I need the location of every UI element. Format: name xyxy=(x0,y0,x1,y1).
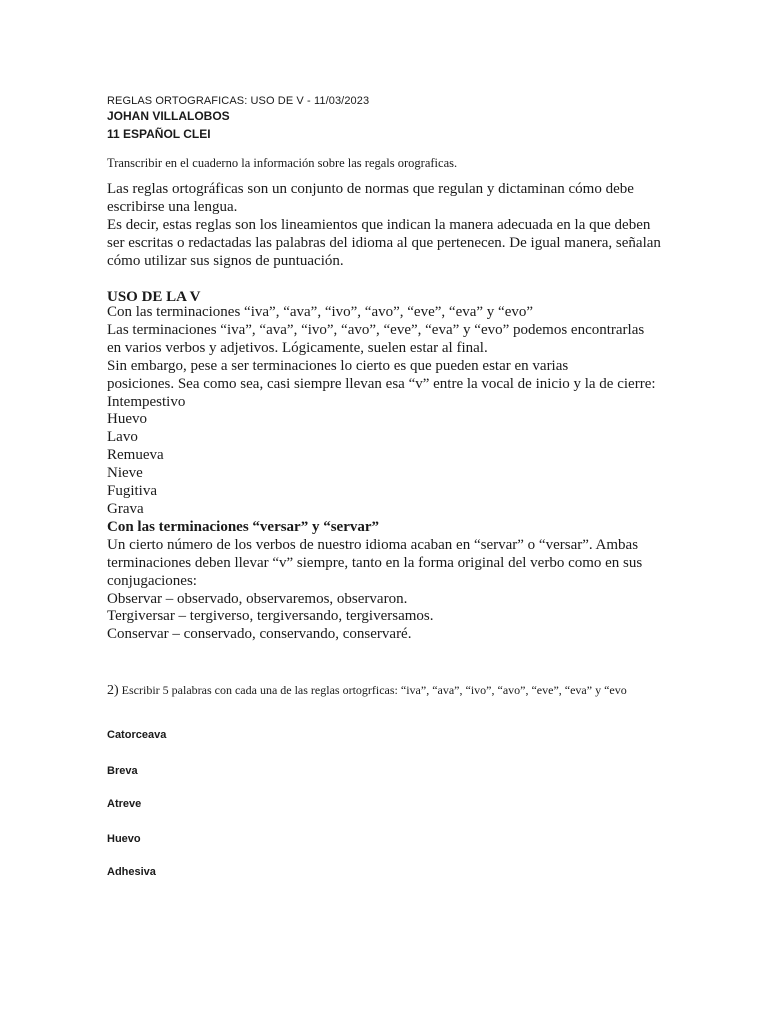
subsection-line: terminaciones deben llevar “v” siempre, tanto en la forma original del verbo como en sus xyxy=(107,554,643,571)
example-word: Nieve xyxy=(107,465,143,482)
task-instruction xyxy=(107,682,667,699)
instruction-text: Transcribir en el cuaderno la información sobre las regals orograficas. xyxy=(107,156,458,170)
section-line: Sin embargo, pese a ser terminaciones lo cierto es que pueden estar en varias xyxy=(107,357,569,374)
subsection-line: Tergiversar – tergiverso, tergiversando, tergiversamos. xyxy=(107,608,434,625)
section-line: en varios verbos y adjetivos. Lógicamente, suelen estar al final. xyxy=(107,339,488,356)
subsection-line: Conservar – conservado, conservando, conservaré. xyxy=(107,626,412,643)
course-label: 11 ESPAÑOL CLEI xyxy=(107,127,211,141)
section-line: Con las terminaciones “iva”, “ava”, “ivo”, “avo”, “eve”, “eva” y “evo” xyxy=(107,304,534,320)
section-body xyxy=(107,304,656,644)
answer-word: Catorceava xyxy=(107,729,167,741)
section-title: USO DE LA V xyxy=(107,289,201,305)
subsection-line: conjugaciones: xyxy=(107,572,197,589)
example-word: Intempestivo xyxy=(107,393,186,410)
example-word: Lavo xyxy=(107,429,138,446)
intro-text xyxy=(107,181,667,271)
answer-word: Atreve xyxy=(107,798,142,810)
task-text: Escribir 5 palabras con cada una de las reglas ortogrficas: “iva”, “ava”, “ivo”, “avo”, “eve”, “eva” y “evo xyxy=(121,683,627,697)
section-line: posiciones. Sea como sea, casi siempre llevan esa “v” entre la vocal de inicio y la de cierre: xyxy=(107,375,656,392)
example-word: Remueva xyxy=(107,447,164,464)
subsection-line: Un cierto número de los verbos de nuestro idioma acaban en “servar” o “versar”. Ambas xyxy=(107,536,639,553)
example-word: Fugitiva xyxy=(107,483,158,500)
subsection-heading: Con las terminaciones “versar” y “servar” xyxy=(107,518,380,535)
student-name: JOHAN VILLALOBOS xyxy=(107,109,230,123)
answer-word: Adhesiva xyxy=(107,866,156,878)
example-word: Huevo xyxy=(107,411,147,428)
subsection-line: Observar – observado, observaremos, observaron. xyxy=(107,590,408,607)
task-number: 2) xyxy=(107,683,119,698)
document-title: REGLAS ORTOGRAFICAS: USO DE V - 11/03/2023 xyxy=(107,95,370,107)
intro-paragraph-2: Es decir, estas reglas son los lineamientos que indican la manera adecuada en la que deben ser escritas o redactadas las palabras del idioma al que pertenecen. De igual manera, señalan cómo utilizar sus signos de puntuación. xyxy=(107,216,661,269)
answer-word: Huevo xyxy=(107,833,141,845)
example-word: Grava xyxy=(107,500,144,517)
section-line: Las terminaciones “iva”, “ava”, “ivo”, “avo”, “eve”, “eva” y “evo” podemos encontrarlas xyxy=(107,321,645,338)
answer-word: Breva xyxy=(107,765,138,777)
intro-paragraph-1: Las reglas ortográficas son un conjunto de normas que regulan y dictaminan cómo debe escribirse una lengua. xyxy=(107,181,634,215)
